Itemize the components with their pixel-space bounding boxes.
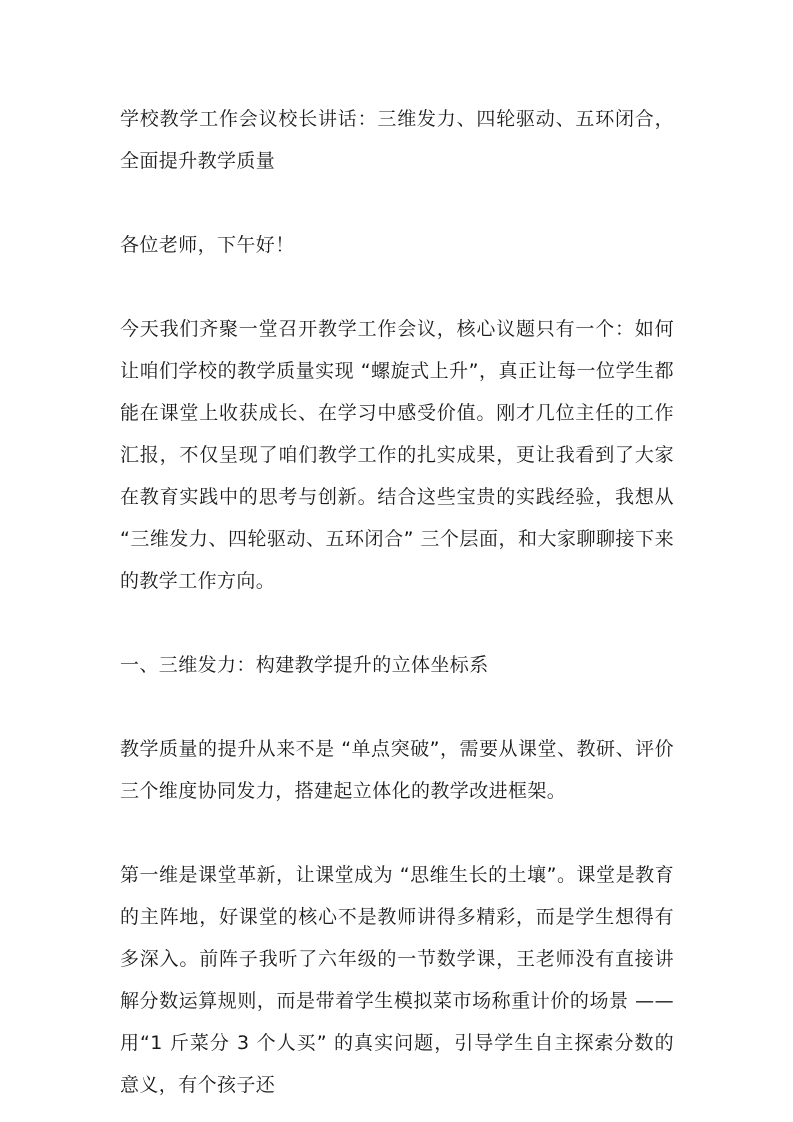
greeting: 各位老师，下午好！ (120, 234, 295, 256)
section-heading: 一、三维发力：构建教学提升的立体坐标系 (120, 654, 489, 676)
section-intro-paragraph: 教学质量的提升从来不是 “单点突破”，需要从课堂、教研、评价三个维度协同发力，搭建起立体化的教学改进框架。 (120, 738, 674, 802)
intro-paragraph: 今天我们齐聚一堂召开教学工作会议，核心议题只有一个：如何让咱们学校的教学质量实现 “螺旋式上升”，真正让每一位学生都能在课堂上收获成长、在学习中感受价值。刚才几位主任的工作汇报，不仅呈现了咱们教学工作的扎实成果，更让我看到了大家在教育实践中的思考与创新。结合这些宝贵的实践经验，我想从 “三维发力、四轮驱动、五环闭合” 三个层面，和大家聊聊接下来的教学工作方向。 (120, 318, 674, 592)
document-title: 学校教学工作会议校长讲话：三维发力、四轮驱动、五环闭合，全面提升教学质量 (120, 108, 674, 172)
document-page (120, 98, 674, 1106)
dimension-one-paragraph: 第一维是课堂革新，让课堂成为 “思维生长的土壤”。课堂是教育的主阵地，好课堂的核心不是教师讲得多精彩，而是学生想得有多深入。前阵子我听了六年级的一节数学课，王老师没有直接讲解分数运算规则，而是带着学生模拟菜市场称重计价的场景 —— 用“1 斤菜分 3 个人买” 的真实问题，引导学生自主探索分数的意义，有个孩子还 (120, 864, 674, 1096)
